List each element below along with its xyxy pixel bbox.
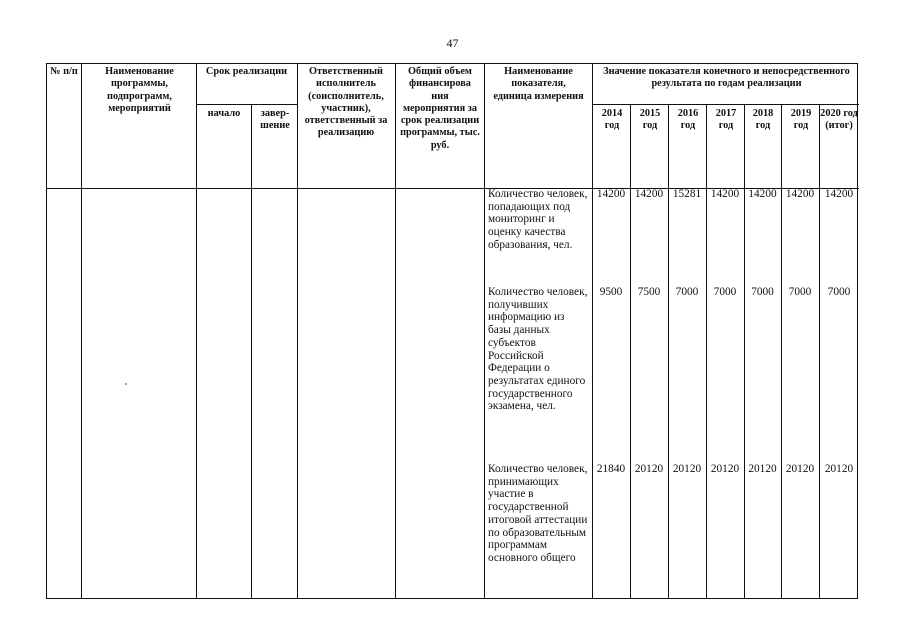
- row-1-value-2014: 14200: [596, 188, 626, 200]
- header-year-2017: 2017 год: [715, 108, 737, 132]
- row-1-value-2019: 14200: [785, 188, 815, 200]
- row-2-value-2018: 7000: [751, 286, 774, 298]
- row-1-value-2016: 15281: [672, 188, 702, 200]
- row-3-value-2017: 20120: [710, 463, 740, 475]
- col-divider: [819, 104, 820, 598]
- header-term: Срок реализации: [205, 66, 288, 77]
- header-term-end: завер-шение: [260, 108, 290, 132]
- header-term-start: начало: [207, 108, 241, 119]
- header-name: Наименование программы, подпрограмм, мероприятий: [105, 66, 174, 114]
- row-3-indicator: Количество человек, принимающих участие в государственной итоговой аттестации по образовательным программам основного общего: [488, 463, 588, 564]
- scan-speck: [125, 383, 127, 385]
- row-1-indicator: Количество человек, попадающих под мониторинг и оценку качества образования, чел.: [488, 188, 588, 251]
- header-year-2020: 2020 год (итог): [820, 108, 858, 132]
- col-divider: [297, 64, 298, 598]
- col-divider: [592, 64, 593, 598]
- row-2-indicator: Количество человек, получивших информацию из базы данных субъектов Российской Федерации о результатах единого государственного экзамена, чел.: [488, 286, 588, 413]
- row-2-value-2019: 7000: [788, 286, 812, 298]
- row-divider: [592, 104, 859, 105]
- row-2-value-2016: 7000: [675, 286, 699, 298]
- col-divider: [484, 64, 485, 598]
- col-divider: [251, 104, 252, 598]
- page-number: 47: [446, 36, 459, 50]
- col-divider: [706, 104, 707, 598]
- row-2-value-2020: 7000: [827, 286, 851, 298]
- row-1-value-2020: 14200: [824, 188, 854, 200]
- col-divider: [668, 104, 669, 598]
- row-3-value-2015: 20120: [634, 463, 664, 475]
- col-divider: [781, 104, 782, 598]
- row-3-value-2020: 20120: [824, 463, 854, 475]
- col-divider: [744, 104, 745, 598]
- header-year-2014: 2014 год: [601, 108, 623, 132]
- col-divider: [196, 64, 197, 598]
- row-3-value-2016: 20120: [672, 463, 702, 475]
- header-executor: Ответственный исполнитель (соисполнитель, участник), ответственный за реализацию: [304, 66, 388, 139]
- row-2-value-2015: 7500: [637, 286, 661, 298]
- header-year-2018: 2018 год: [752, 108, 774, 132]
- col-divider: [630, 104, 631, 598]
- row-2-value-2017: 7000: [713, 286, 737, 298]
- header-num: № п/п: [50, 66, 78, 77]
- header-indicator: Наименование показателя, единица измерения: [493, 66, 584, 102]
- row-3-value-2014: 21840: [596, 463, 626, 475]
- col-divider: [81, 64, 82, 598]
- row-3-value-2018: 20120: [748, 463, 777, 475]
- header-year-2015: 2015 год: [639, 108, 661, 132]
- header-values-group: Значение показателя конечного и непосредственного результата по годам реализации: [603, 66, 850, 90]
- row-3-value-2019: 20120: [785, 463, 815, 475]
- header-year-2016: 2016 год: [677, 108, 699, 132]
- indicators-table: [46, 63, 858, 599]
- row-divider: [196, 104, 297, 105]
- header-financing: Общий объем финансирова ния мероприятия за срок реализации программы, тыс. руб.: [400, 66, 480, 151]
- row-1-value-2015: 14200: [634, 188, 664, 200]
- row-1-value-2018: 14200: [748, 188, 777, 200]
- row-2-value-2014: 9500: [599, 286, 623, 298]
- header-year-2019: 2019 год: [790, 108, 812, 132]
- row-1-value-2017: 14200: [710, 188, 740, 200]
